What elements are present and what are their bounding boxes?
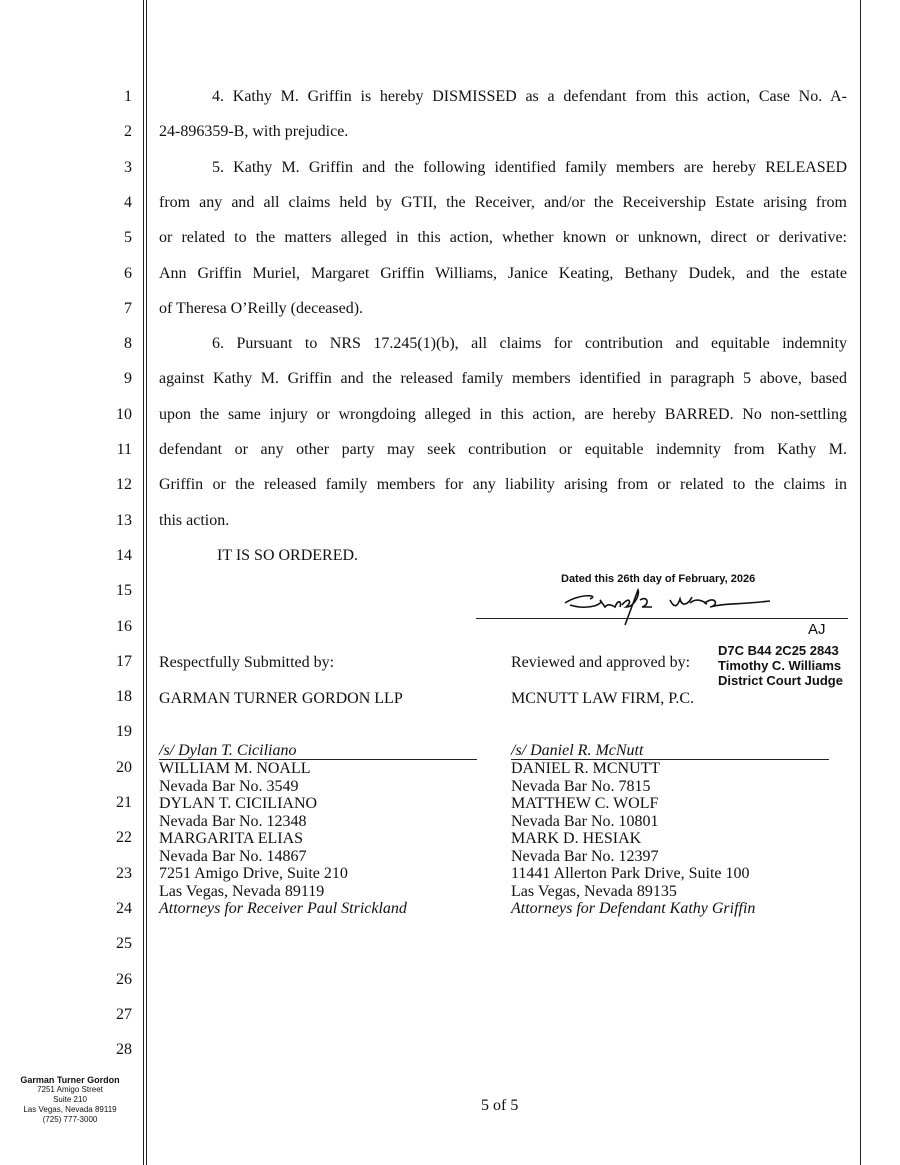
body-line: this action. xyxy=(159,511,230,529)
body-line: defendant or any other party may seek contribution or equitable indemnity from Kathy M. xyxy=(159,441,847,458)
margin-line-left-outer xyxy=(143,0,144,1165)
line-number: 6 xyxy=(124,264,132,282)
attorney-info-line: Las Vegas, Nevada 89135 xyxy=(511,882,677,900)
body-line: 5. Kathy M. Griffin and the following identified family members are hereby RELEASED xyxy=(212,158,847,176)
body-line: Griffin or the released family members for any liability arising from or related to the claims in xyxy=(159,476,847,494)
attorney-info-line: DANIEL R. MCNUTT xyxy=(511,760,661,777)
line-number: 8 xyxy=(124,335,132,353)
line-number: 16 xyxy=(116,617,132,635)
footer-address2: Suite 210 xyxy=(53,1095,87,1104)
left-heading: Respectfully Submitted by: xyxy=(159,654,335,671)
attorney-info-line: Nevada Bar No. 14867 xyxy=(159,847,307,865)
judge-signature-line xyxy=(476,618,848,619)
firm-footer xyxy=(0,1075,140,1125)
line-number: 20 xyxy=(116,758,132,776)
line-number: 27 xyxy=(116,1005,132,1023)
line-number: 1 xyxy=(124,88,132,105)
line-number: 18 xyxy=(116,688,132,706)
body-line: IT IS SO ORDERED. xyxy=(217,546,359,564)
right-firm: MCNUTT LAW FIRM, P.C. xyxy=(511,690,695,707)
attorneys-for: Attorneys for Defendant Kathy Griffin xyxy=(511,900,756,917)
line-number: 4 xyxy=(124,193,132,211)
attorney-info-line: DYLAN T. CICILIANO xyxy=(159,795,318,812)
body-line: upon the same injury or wrongdoing alleged in this action, are hereby BARRED. No non-settling xyxy=(159,405,847,423)
attorney-info-line: Nevada Bar No. 10801 xyxy=(511,812,659,830)
attorney-info-line: WILLIAM M. NOALL xyxy=(159,760,311,777)
page-number: 5 of 5 xyxy=(481,1097,519,1114)
line-number: 28 xyxy=(116,1041,132,1059)
attorney-info-line: 11441 Allerton Park Drive, Suite 100 xyxy=(511,865,750,882)
attorneys-for: Attorneys for Receiver Paul Strickland xyxy=(159,900,407,917)
right-attorney-info xyxy=(511,760,755,918)
attorney-info-line: Nevada Bar No. 12397 xyxy=(511,847,659,865)
body-line: 4. Kathy M. Griffin is hereby DISMISSED as a defendant from this action, Case No. A- xyxy=(212,88,847,105)
line-number: 21 xyxy=(116,794,132,811)
line-number: 15 xyxy=(116,582,132,600)
attorney-info-line: MARGARITA ELIAS xyxy=(159,830,304,847)
left-attorney-info xyxy=(159,760,407,918)
attorney-info-line: Nevada Bar No. 7815 xyxy=(511,777,651,795)
right-heading: Reviewed and approved by: xyxy=(511,654,691,671)
body-line: 6. Pursuant to NRS 17.245(1)(b), all claims for contribution and equitable indemnity xyxy=(212,335,847,353)
left-firm: GARMAN TURNER GORDON LLP xyxy=(159,690,403,707)
line-number: 13 xyxy=(116,511,132,529)
judge-signature xyxy=(560,585,775,627)
line-number: 22 xyxy=(116,829,132,847)
line-number: 24 xyxy=(116,899,132,917)
body-line: 24-896359-B, with prejudice. xyxy=(159,123,349,141)
line-number: 19 xyxy=(116,723,132,741)
attorney-info-line: Nevada Bar No. 12348 xyxy=(159,812,307,830)
footer-address1: 7251 Amigo Street xyxy=(37,1085,103,1094)
line-number: 26 xyxy=(116,970,132,988)
body-line: Ann Griffin Muriel, Margaret Griffin Williams, Janice Keating, Bethany Dudek, and the estate xyxy=(159,264,847,282)
dated-stamp: Dated this 26th day of February, 2026 xyxy=(561,573,756,585)
line-number: 10 xyxy=(116,405,132,423)
line-number: 25 xyxy=(116,935,132,953)
line-number: 14 xyxy=(116,546,132,564)
attorney-info-line: MATTHEW C. WOLF xyxy=(511,795,659,812)
body-line: of Theresa O’Reilly (deceased). xyxy=(159,299,364,317)
attorney-info-line: Nevada Bar No. 3549 xyxy=(159,777,299,795)
line-number: 5 xyxy=(124,229,132,247)
attorney-info-line: Las Vegas, Nevada 89119 xyxy=(159,882,325,900)
line-number: 9 xyxy=(124,370,132,388)
attorney-info-line: 7251 Amigo Drive, Suite 210 xyxy=(159,865,348,882)
line-number: 12 xyxy=(116,476,132,494)
line-number: 17 xyxy=(116,652,132,670)
margin-line-left-inner xyxy=(146,0,147,1165)
margin-line-right xyxy=(860,0,861,1165)
right-signature: /s/ Daniel R. McNutt xyxy=(511,742,644,759)
body-line: from any and all claims held by GTII, the Receiver, and/or the Receivership Estate arising from xyxy=(159,193,847,211)
initials: AJ xyxy=(808,621,826,638)
footer-city: Las Vegas, Nevada 89119 xyxy=(23,1105,117,1114)
attorney-info-line: MARK D. HESIAK xyxy=(511,830,642,847)
footer-phone: (725) 777-3000 xyxy=(42,1115,98,1124)
line-number: 11 xyxy=(116,441,132,458)
left-signature: /s/ Dylan T. Ciciliano xyxy=(159,742,297,759)
line-number: 2 xyxy=(124,123,132,141)
body-line: against Kathy M. Griffin and the released family members identified in paragraph 5 above, based xyxy=(159,370,847,388)
judge-name: Timothy C. Williams xyxy=(718,658,842,673)
body-line: or related to the matters alleged in this action, whether known or unknown, direct or derivative: xyxy=(159,229,847,247)
stamp-code: D7C B44 2C25 2843 xyxy=(718,643,839,658)
footer-firm: Garman Turner Gordon xyxy=(20,1075,120,1085)
line-number: 23 xyxy=(116,864,132,882)
line-number: 7 xyxy=(124,299,132,317)
judge-title: District Court Judge xyxy=(718,673,843,688)
line-number: 3 xyxy=(124,158,132,176)
